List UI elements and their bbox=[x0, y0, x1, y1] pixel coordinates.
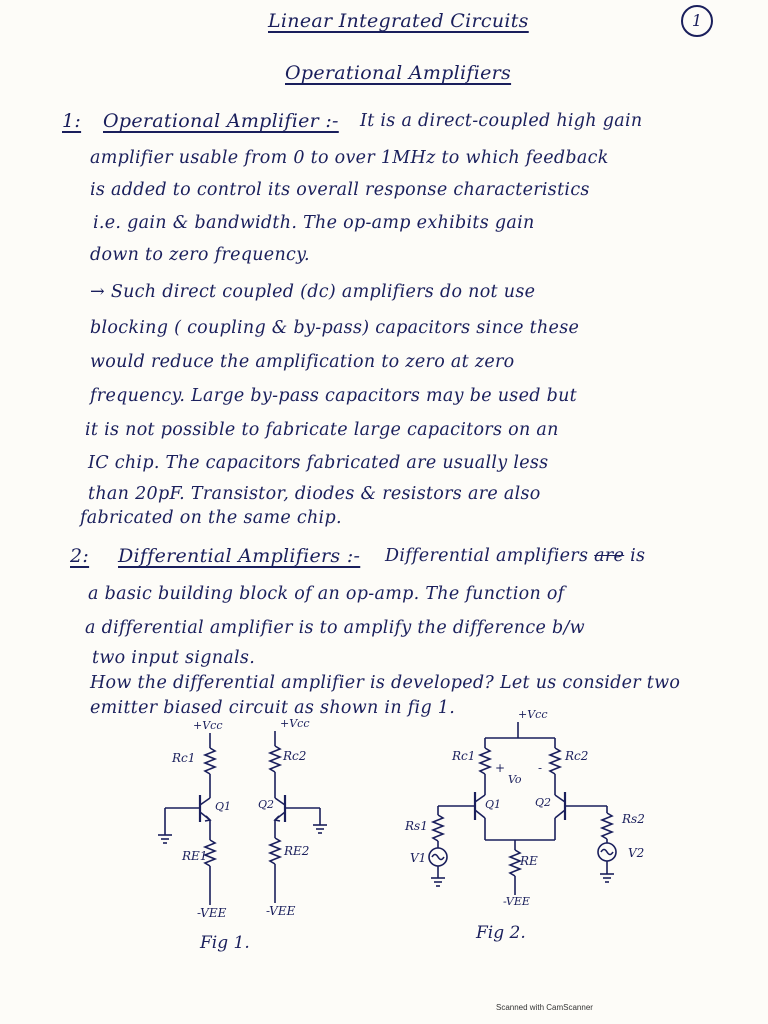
section-1-line: down to zero frequency. bbox=[90, 245, 310, 265]
fig2-rs1-label: Rs1 bbox=[405, 819, 428, 833]
fig2-vo-plus: + bbox=[495, 761, 506, 775]
resistor-rc1 bbox=[205, 748, 215, 774]
section-1-line: it is not possible to fabricate large capacitors on an bbox=[85, 420, 559, 440]
fig-2-circuit bbox=[404, 708, 645, 908]
fig1-vcc-left: +Vcc bbox=[193, 719, 223, 732]
section-1-line: IC chip. The capacitors fabricated are usually less bbox=[88, 453, 549, 473]
section-2-line: two input signals. bbox=[92, 648, 256, 668]
fig2-vo-label: Vo bbox=[508, 773, 522, 786]
struck-word: are bbox=[594, 546, 625, 566]
section-1-line: would reduce the amplification to zero at zero bbox=[90, 352, 515, 372]
fig-1-circuit bbox=[158, 717, 327, 920]
section-2-line: a differential amplifier is to amplify the difference b/w bbox=[85, 618, 585, 638]
fig1-re2-label: RE2 bbox=[284, 844, 310, 858]
fig1-vee-right: -VEE bbox=[266, 904, 296, 918]
section-1-line: blocking ( coupling & by-pass) capacitors since these bbox=[90, 318, 580, 338]
section-1-line: It is a direct-coupled high gain bbox=[360, 111, 643, 131]
section-2-heading: Differential Amplifiers :- bbox=[118, 545, 361, 567]
section-2-text: Differential amplifiers bbox=[385, 546, 589, 566]
fig1-q2-label: Q2 bbox=[258, 798, 275, 811]
resistor-rc2 bbox=[550, 748, 560, 774]
page-title: Linear Integrated Circuits bbox=[268, 10, 529, 32]
section-1-line: i.e. gain & bandwidth. The op-amp exhibits gain bbox=[93, 213, 535, 233]
fig2-vcc-label: +Vcc bbox=[518, 708, 548, 721]
resistor-rs1 bbox=[433, 815, 443, 841]
section-1-line: frequency. Large by-pass capacitors may be used but bbox=[90, 386, 578, 406]
fig2-rc2-label: Rc2 bbox=[565, 749, 589, 763]
section-2-text: is bbox=[630, 546, 646, 566]
fig2-rs2-label: Rs2 bbox=[622, 812, 645, 826]
resistor-rs2 bbox=[602, 813, 612, 839]
section-1-line: amplifier usable from 0 to over 1MHz to which feedback bbox=[90, 148, 609, 168]
resistor-rc2 bbox=[270, 746, 280, 772]
fig2-q1-label: Q1 bbox=[485, 798, 502, 811]
fig2-v2-label: V2 bbox=[628, 846, 645, 860]
section-1-number: 1: bbox=[62, 110, 82, 132]
chapter-subtitle: Operational Amplifiers bbox=[285, 62, 512, 84]
fig2-vo-minus: - bbox=[538, 761, 543, 775]
fig1-rc1-label: Rc1 bbox=[172, 751, 196, 765]
section-2-line: a basic building block of an op-amp. The function of bbox=[88, 584, 565, 604]
section-2-number: 2: bbox=[70, 545, 90, 567]
resistor-re2 bbox=[270, 838, 280, 864]
fig-1-caption: Fig 1. bbox=[200, 933, 250, 953]
resistor-rc1 bbox=[480, 748, 490, 774]
fig2-rc1-label: Rc1 bbox=[452, 749, 476, 763]
section-1-line: is added to control its overall response characteristics bbox=[90, 180, 590, 200]
fig1-vcc-right: +Vcc bbox=[280, 717, 310, 730]
fig1-vee-left: -VEE bbox=[197, 906, 227, 920]
fig1-q1-label: Q1 bbox=[215, 800, 232, 813]
page-number: 1 bbox=[681, 5, 713, 37]
fig2-q2-label: Q2 bbox=[535, 796, 552, 809]
fig2-v1-label: V1 bbox=[410, 851, 427, 865]
fig1-rc2-label: Rc2 bbox=[283, 749, 307, 763]
section-2-line: How the differential amplifier is developed? Let us consider two bbox=[90, 673, 681, 693]
section-1-line: than 20pF. Transistor, diodes & resistors are also bbox=[88, 484, 541, 504]
scanner-watermark: Scanned with CamScanner bbox=[496, 1003, 593, 1012]
fig-2-caption: Fig 2. bbox=[476, 923, 526, 943]
resistor-re bbox=[510, 850, 520, 876]
fig2-vee-label: -VEE bbox=[503, 895, 530, 908]
section-1-line: fabricated on the same chip. bbox=[80, 508, 342, 528]
fig1-re1-label: RE1 bbox=[182, 849, 208, 863]
fig2-re-label: RE bbox=[520, 854, 538, 868]
section-1-heading: Operational Amplifier :- bbox=[103, 110, 339, 132]
section-2-line: emitter biased circuit as shown in fig 1. bbox=[90, 698, 456, 718]
section-1-line: → Such direct coupled (dc) amplifiers do not use bbox=[90, 282, 536, 302]
